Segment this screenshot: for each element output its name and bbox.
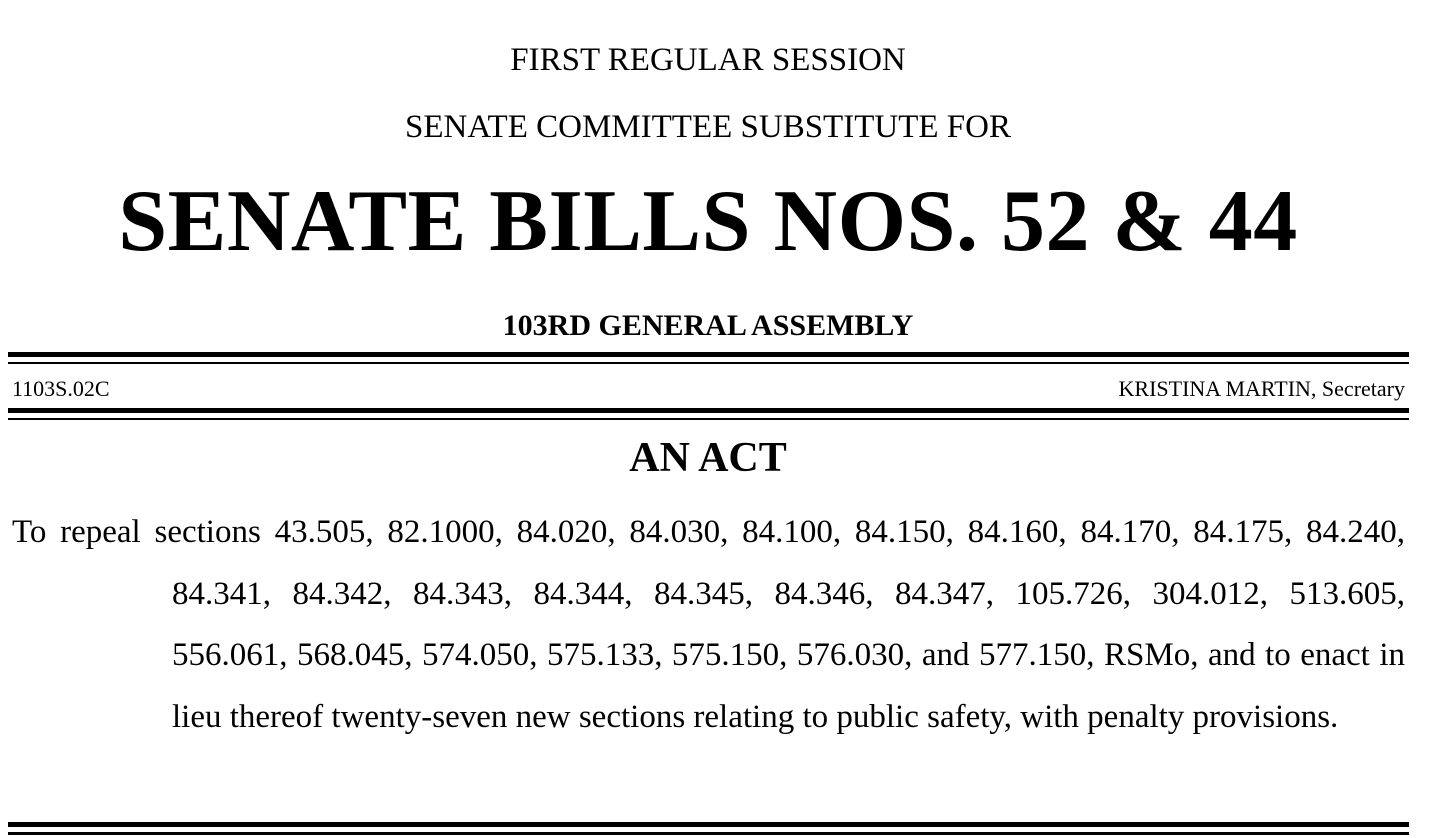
bottom-rule-thin [8, 832, 1409, 835]
bill-title: SENATE BILLS NOS. 52 & 44 [118, 173, 1298, 270]
middle-rule-thick [8, 408, 1409, 413]
bill-code: 1103S.02C [12, 376, 110, 401]
act-description: To repeal sections 43.505, 82.1000, 84.020, 84.030, 84.100, 84.150, 84.160, 84.170, 84.175, 84.240, 84.341, 84.342, 84.343, 84.344, 84.345, 84.346, 84.347, 105.726, 304.012, 513.605, 556.061, 568.045, 574.050, 575.133, 575.150, 576.030, and 577.150, RSMo, and to enact in lieu thereof twenty-seven new sections relating to public safety, with penalty provisions. [12, 514, 1405, 735]
act-heading: AN ACT [629, 435, 787, 481]
session-label: FIRST REGULAR SESSION [510, 42, 906, 78]
middle-rule-thin [8, 418, 1409, 420]
assembly-label: 103RD GENERAL ASSEMBLY [502, 309, 914, 342]
top-rule-thin [8, 362, 1409, 364]
secretary-name: KRISTINA MARTIN, Secretary [1118, 376, 1405, 401]
substitute-label: SENATE COMMITTEE SUBSTITUTE FOR [405, 109, 1011, 145]
bill-meta-row [12, 376, 1405, 402]
bottom-rule-thick [8, 822, 1409, 827]
top-rule-thick [8, 352, 1409, 357]
